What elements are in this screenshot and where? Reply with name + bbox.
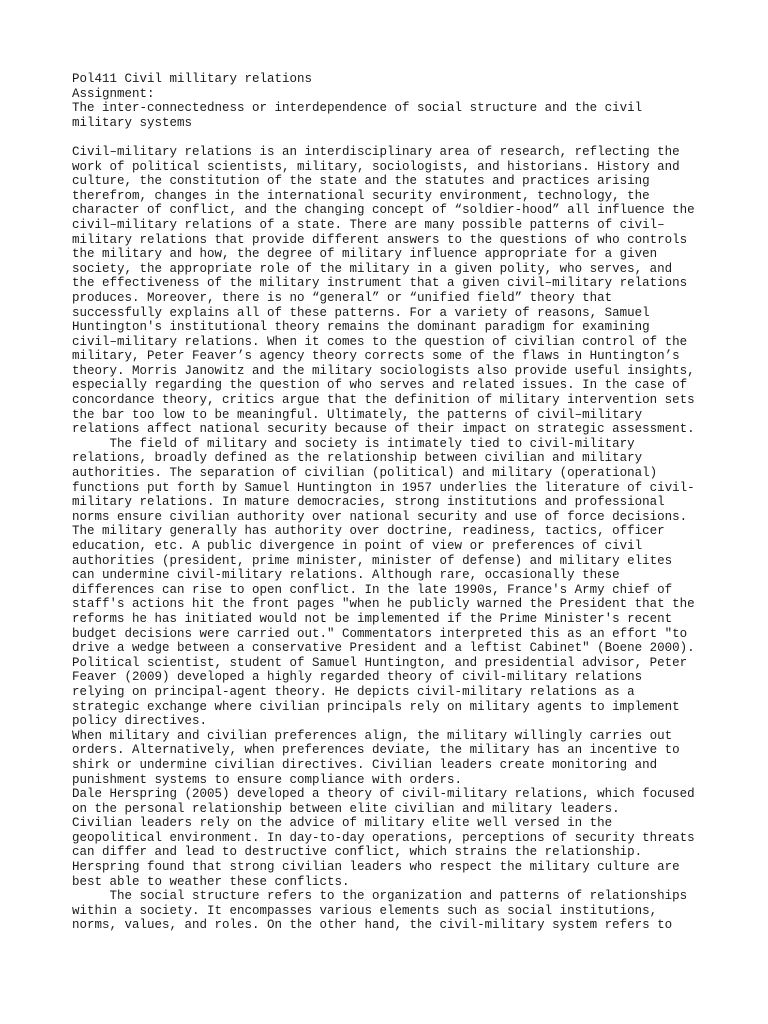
text-line: can undermine civil-military relations. Although rare, occasionally these bbox=[72, 568, 620, 583]
paragraph bbox=[72, 787, 712, 889]
text-line: functions put forth by Samuel Huntington in 1957 underlies the literature of civil- bbox=[72, 480, 695, 495]
text-line: successfully explains all of these patterns. For a variety of reasons, Samuel bbox=[72, 305, 650, 320]
text-line: civil–military relations. When it comes to the question of civilian control of the bbox=[72, 334, 688, 349]
text-line: civil–military relations of a state. There are many possible patterns of civil– bbox=[72, 217, 665, 232]
text-line: military relations. In mature democracies, strong institutions and professional bbox=[72, 495, 665, 510]
text-line: When military and civilian preferences align, the military willingly carries out bbox=[72, 728, 673, 743]
text-line: The military generally has authority over doctrine, readiness, tactics, officer bbox=[72, 524, 665, 539]
text-line: the military and how, the degree of military influence appropriate for a given bbox=[72, 247, 658, 262]
text-line: The social structure refers to the organization and patterns of relationships bbox=[72, 889, 688, 904]
text-line: punishment systems to ensure compliance with orders. bbox=[72, 772, 463, 787]
text-line: therefrom, changes in the international security environment, technology, the bbox=[72, 188, 650, 203]
text-line: reforms he has initiated would not be implemented if the Prime Minister's recent bbox=[72, 611, 673, 626]
text-line: authorities. The separation of civilian (political) and military (operational) bbox=[72, 466, 658, 481]
text-line: geopolitical environment. In day-to-day operations, perceptions of security threats bbox=[72, 830, 695, 845]
text-line: military, Peter Feaver’s agency theory corrects some of the flaws in Huntington’s bbox=[72, 349, 680, 364]
text-line: Huntington's institutional theory remains the dominant paradigm for examining bbox=[72, 320, 650, 335]
topic-line: The inter-connectedness or interdependence of social structure and the civil bbox=[72, 101, 643, 116]
text-line: Herspring found that strong civilian leaders who respect the military culture are bbox=[72, 860, 680, 875]
text-line: character of conflict, and the changing concept of “soldier-hood” all influence the bbox=[72, 203, 695, 218]
text-line: Civilian leaders rely on the advice of military elite well versed in the bbox=[72, 816, 613, 831]
text-line: relations affect national security because of their impact on strategic assessment. bbox=[72, 422, 695, 437]
text-line: The field of military and society is intimately tied to civil-military bbox=[72, 436, 635, 451]
assignment-topic bbox=[72, 101, 712, 130]
text-line: best able to weather these conflicts. bbox=[72, 874, 350, 889]
document-body bbox=[72, 145, 712, 933]
text-line: produces. Moreover, there is no “general” or “unified field” theory that bbox=[72, 290, 613, 305]
text-line: concordance theory, critics argue that the definition of military intervention sets bbox=[72, 393, 695, 408]
text-line: work of political scientists, military, sociologists, and historians. History and bbox=[72, 159, 680, 174]
text-line: the bar too low to be meaningful. Ultimately, the patterns of civil–military bbox=[72, 407, 643, 422]
course-title: Pol411 Civil millitary relations bbox=[72, 72, 313, 86]
text-line: authorities (president, prime minister, minister of defense) and military elites bbox=[72, 553, 673, 568]
text-line: differences can rise to open conflict. In the late 1990s, France's Army chief of bbox=[72, 582, 673, 597]
blank-line bbox=[72, 130, 712, 145]
text-line: Feaver (2009) developed a highly regarded theory of civil-military relations bbox=[72, 670, 643, 685]
text-line: can differ and lead to destructive conflict, which strains the relationship. bbox=[72, 845, 643, 860]
text-line: Political scientist, student of Samuel Huntington, and presidential advisor, Peter bbox=[72, 655, 688, 670]
text-line: relations, broadly defined as the relationship between civilian and military bbox=[72, 451, 643, 466]
text-line: Civil–military relations is an interdisciplinary area of research, reflecting the bbox=[72, 144, 680, 159]
text-line: culture, the constitution of the state and the statutes and practices arising bbox=[72, 174, 650, 189]
text-line: shirk or undermine civilian directives. Civilian leaders create monitoring and bbox=[72, 757, 658, 772]
assignment-label: Assignment: bbox=[72, 86, 155, 101]
text-line: budget decisions were carried out." Commentators interpreted this as an effort "to bbox=[72, 626, 688, 641]
text-line: theory. Morris Janowitz and the military sociologists also provide useful insights, bbox=[72, 363, 695, 378]
text-line: staff's actions hit the front pages "when he publicly warned the President that the bbox=[72, 597, 695, 612]
text-line: drive a wedge between a conservative President and a leftist Cabinet" (Boene 2000). bbox=[72, 641, 695, 656]
text-line: strategic exchange where civilian principals rely on military agents to implement bbox=[72, 699, 680, 714]
text-line: norms, values, and roles. On the other hand, the civil-military system refers to bbox=[72, 918, 673, 933]
text-line: military relations that provide different answers to the questions of who controls bbox=[72, 232, 688, 247]
paragraph bbox=[72, 889, 712, 933]
paragraph bbox=[72, 145, 712, 437]
text-line: society, the appropriate role of the military in a given polity, who serves, and bbox=[72, 261, 673, 276]
text-line: on the personal relationship between elite civilian and military leaders. bbox=[72, 801, 620, 816]
text-line: education, etc. A public divergence in point of view or preferences of civil bbox=[72, 539, 643, 553]
text-line: orders. Alternatively, when preferences deviate, the military has an incentive to bbox=[72, 743, 680, 758]
document-page bbox=[72, 72, 712, 933]
text-line: policy directives. bbox=[72, 714, 208, 729]
document-header bbox=[72, 72, 712, 130]
paragraph bbox=[72, 729, 712, 787]
text-line: the effectiveness of the military instrument that a given civil–military relations bbox=[72, 276, 688, 291]
text-line: norms ensure civilian authority over national security and use of force decisions. bbox=[72, 509, 688, 524]
text-line: relying on principal-agent theory. He depicts civil-military relations as a bbox=[72, 684, 635, 699]
text-line: Dale Herspring (2005) developed a theory of civil-military relations, which focused bbox=[72, 787, 695, 802]
text-line: within a society. It encompasses various elements such as social institutions, bbox=[72, 903, 658, 918]
paragraph bbox=[72, 437, 712, 729]
text-line: especially regarding the question of who serves and related issues. In the case of bbox=[72, 378, 688, 393]
topic-line: military systems bbox=[72, 115, 193, 130]
